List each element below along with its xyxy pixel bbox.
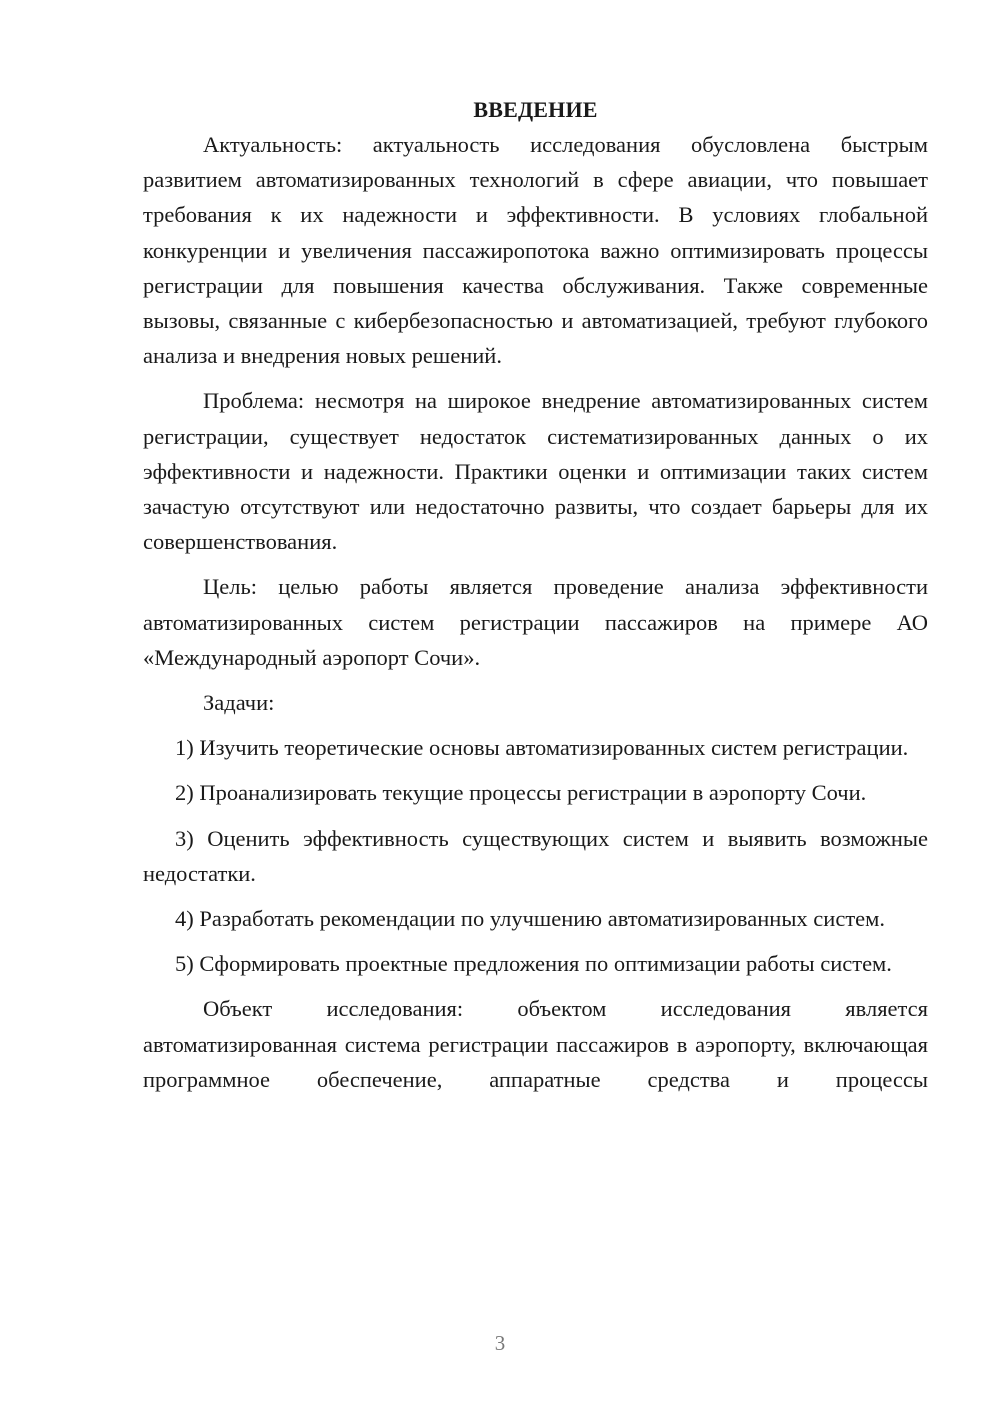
document-page [143,92,928,1107]
task-item-4: 4) Разработать рекомендации по улучшению автоматизированных систем. [175,906,886,932]
paragraph-goal: Цель: целью работы является проведение анализа эффективности автоматизированных систем регистрации пассажиров на примере АО «Международный аэропорт Сочи». [143,574,928,670]
paragraph-object: Объект исследования: объектом исследования является автоматизированная система регистрации пассажиров в аэропорту, включающая программное обеспечение, аппаратные средства и процессы [143,996,928,1092]
tasks-label: Задачи: [203,690,275,716]
task-item-2: 2) Проанализировать текущие процессы регистрации в аэропорту Сочи. [175,780,867,806]
task-item-5: 5) Сформировать проектные предложения по оптимизации работы систем. [175,951,892,977]
paragraph-relevance: Актуальность: актуальность исследования обусловлена быстрым развитием автоматизированных технологий в сфере авиации, что повышает требования к их надежности и эффективности. В условиях глобальной конкуренции и увеличения пассажиропотока важно оптимизировать процессы регистрации для повышения качества обслуживания. Также современные вызовы, связанные с кибербезопасностью и автоматизацией, требуют глубокого анализа и внедрения новых решений. [143,132,928,369]
task-item-3: 3) Оценить эффективность существующих систем и выявить возможные недостатки. [143,825,928,886]
task-item-1: 1) Изучить теоретические основы автоматизированных систем регистрации. [175,735,909,761]
page-number: 3 [494,1331,506,1355]
section-heading: ВВЕДЕНИЕ [473,97,598,122]
paragraph-problem: Проблема: несмотря на широкое внедрение автоматизированных систем регистрации, существует недостаток систематизированных данных о их эффективности и надежности. Практики оценки и оптимизации таких систем зачастую отсутствуют или недостаточно развиты, что создает барьеры для их совершенствования. [143,388,928,555]
